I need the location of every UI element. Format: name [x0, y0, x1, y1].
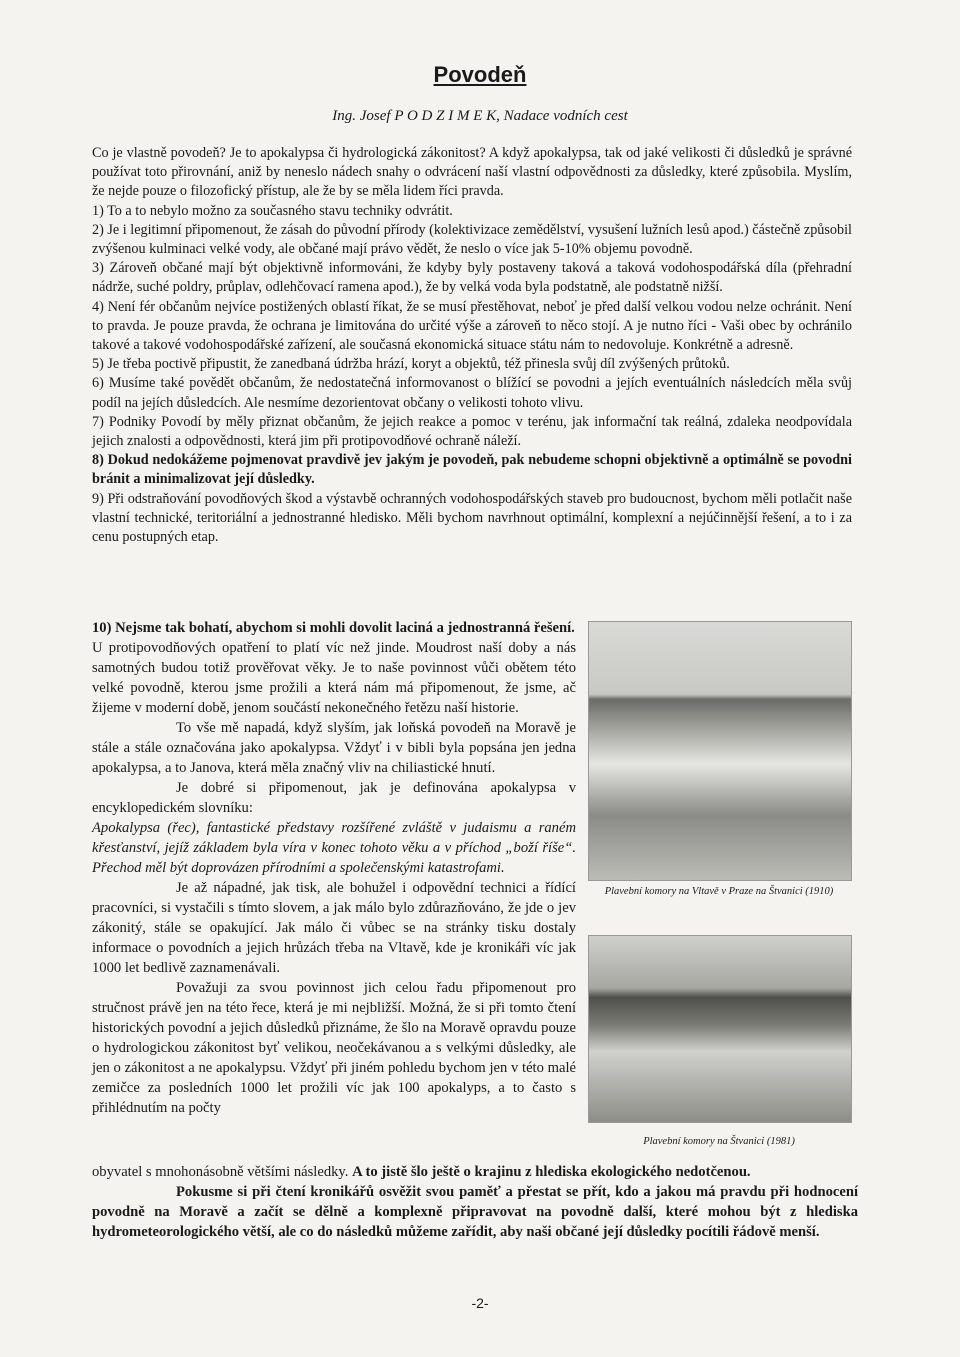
point-10-heading: 10) Nejsme tak bohatí, abychom si mohli dovolit laciná a jednostranná řešení.	[92, 620, 575, 636]
point-9: 9) Při odstraňování povodňových škod a výstavbě ochranných vodohospodářských staveb pro budoucnost, bychom měli potlačit naše vlastní technické, teritoriální a jednostranné hledisko. Měli bychom navrhnout optimální, komplexní a nejúčinnější řešení, a to i za cenu postupných etap.	[92, 490, 852, 546]
left-column-text	[92, 618, 576, 1118]
point-6: 6) Musíme také povědět občanům, že nedostatečná informovanost o blížící se povodni a jejích eventuálních následcích měla svůj podíl na jejích důsledcích. Ale nesmíme dezorientovat občany o velikosti tohoto vlivu.	[92, 375, 852, 411]
photo-locks-1981	[588, 935, 852, 1123]
page-number: -2-	[471, 1295, 489, 1311]
closing-line	[92, 1162, 858, 1182]
closing-bold: A to jistě šlo ještě o krajinu z hlediska ekologického nedotčenou.	[352, 1164, 751, 1180]
photo-caption-1981: Plavební komory na Štvanici (1981)	[643, 1136, 795, 1147]
page-title: Povodeň	[433, 62, 527, 87]
closing-normal: obyvatel s mnohonásobně většími následky.	[92, 1164, 349, 1180]
intro-paragraph: Co je vlastně povodeň? Je to apokalypsa či hydrologická zákonitost? A když apokalypsa, tak od jaké velikosti či důsledků je správné používat toto přirovnání, aniž by neneslo nádech snahy o odvrácení naší vlastní odpovědnosti za důsledky, které způsobila. Myslím, že nejde pouze o filozofický přístup, ale že by se měla lidem říci pravda.	[92, 145, 852, 200]
author-line: Ing. Josef P O D Z I M E K, Nadace vodních cest	[332, 108, 628, 124]
point-3: 3) Zároveň občané mají být objektivně informováni, že kdyby byly postaveny taková a taková vodohospodářská díla (přehradní nádrže, suché poldry, průplav, odlehčovací ramena apod.), že by velká voda byla podstatně, ale podstatně nižší.	[92, 260, 852, 296]
point-5: 5) Je třeba poctivě připustit, že zanedbaná údržba hrází, koryt a objektů, též přinesla svůj díl zvýšených průtoků.	[92, 356, 730, 373]
paragraph-3: Je dobré si připomenout, jak je definována apokalypsa v encyklopedickém slovníku:	[92, 780, 576, 816]
encyclopedia-quote: Apokalypsa (řec), fantastické představy rozšířené zvláště v judaismu a raném křesťanství, jejíž základem byla víra v konec tohoto věku a v příchod „boží říše“. Přechod měl být doprovázen přírodními a společenskými katastrofami.	[92, 820, 576, 876]
point-2: 2) Je i legitimní připomenout, že zásah do původní přírody (kolektivizace zemědělství, vysušení lužních lesů apod.) částečně způsobil zvýšenou kulminaci velké vody, ale občané mají právo vědět, že neslo o více jak 5-10% objemu povodně.	[92, 221, 852, 258]
point-1: 1) To a to nebylo možno za současného stavu techniky odvrátit.	[92, 202, 453, 219]
paragraph-1: U protipovodňových opatření to platí víc než jinde. Moudrost naší doby a nás samotných budou totiž prověřovat věky. Je to naše povinnost vůči obětem této velké povodně, kterou jsme prožili a která nám má připomenout, že jsme, ač žijeme v moderní době, jenom součástí nekonečného řetězu naší historie.	[92, 640, 576, 716]
point-7: 7) Podniky Povodí by měly přiznat občanům, že jejich reakce a pomoc v terénu, jak informační tak reálná, zdaleka neodpovídala jejich znalosti a odpovědnosti, která jim při protipovodňové ochraně náleží.	[92, 413, 852, 450]
bottom-text	[92, 1162, 858, 1242]
paragraph-6: Považuji za svou povinnost jich celou řadu připomenout pro stručnost právě jen na této řece, která je mi nejbližší. Možná, že si při tomto čtení historických povodní a jejich důsledků přiznáme, že šlo na Moravě opravdu pouze o hydrologickou zákonitost byť velikou, neočekávanou a s velkými důsledky, ale jen o zákonitost a ne apokalypsu. Vždyť při jiném pohledu bychom jen v této malé zemičce za posledních 1000 let prožili víc jak 100 apokalyps, a to často s přihlédnutím na počty	[92, 980, 576, 1116]
photo-caption-1910: Plavební komory na Vltavě v Praze na Štvanici (1910)	[604, 886, 834, 897]
full-width-text	[92, 144, 852, 547]
point-4: 4) Není fér občanům nejvíce postižených oblastí říkat, že se musí přestěhovat, neboť je před další velkou vodou nelze ochránit. Není to pravda. Je pouze pravda, že ochrana je limitována do určité výše a zároveň to něco stojí. A je nutno říci - Vaši obec by ochránilo takové a takové vodohospodářské zařízení, ale současná ekonomická situace státu nám to nedovoluje. Konkrétně a adresně.	[92, 298, 852, 354]
photo-locks-1910	[588, 621, 852, 881]
paragraph-2: To vše mě napadá, když slyším, jak loňská povodeň na Moravě je stále a stále označována jako apokalypsa. Vždyť i v bibli byla popsána jen jedna apokalypsa, a to Janova, která měla značný vliv na chiliastické hnutí.	[92, 720, 576, 776]
paragraph-5: Je až nápadné, jak tisk, ale bohužel i odpovědní technici a řídící pracovníci, si vystačili s tímto slovem, a jak málo bylo zdůrazňováno, že jde o jev zákonitý, stále se opakující. Jak málo či vůbec se na stránky tisku dostaly informace o povodních a jejich hrůzách třeba na Vltavě, kde je kronikáři víc jak 1000 let bedlivě zaznamenávali.	[92, 880, 576, 976]
point-8: 8) Dokud nedokážeme pojmenovat pravdivě jev jakým je povodeň, pak nebudeme schopni objektivně a optimálně se povodni bránit a minimalizovat její důsledky.	[92, 452, 852, 488]
final-paragraph: Pokusme si při čtení kronikářů osvěžit svou paměť a přestat se přít, kdo a jakou má pravdu při hodnocení povodně na Moravě a začít se dělně a komplexně připravovat na povodně další, které mohou být z hlediska hydrometeorologického větší, ale co do následků můžeme zařídit, aby naši občané její důsledky pocítili řádově menší.	[92, 1184, 858, 1240]
